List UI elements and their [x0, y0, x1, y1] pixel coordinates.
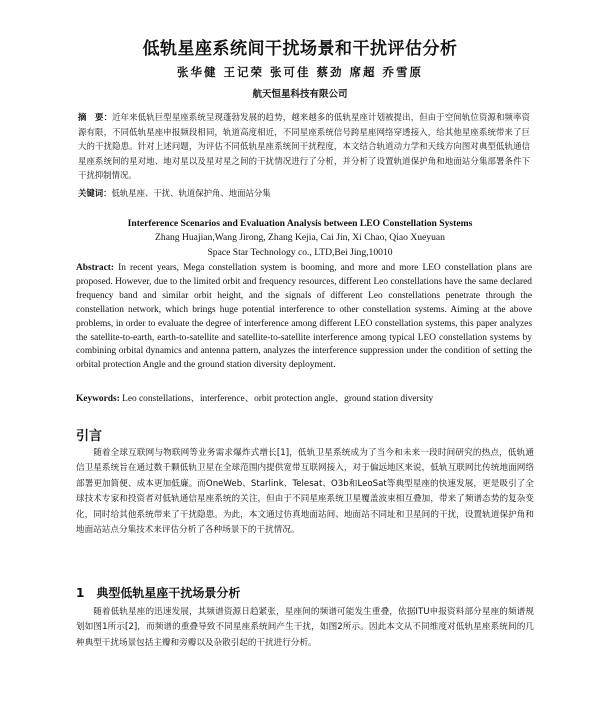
- keywords-label-cn: 关键词：: [78, 188, 112, 198]
- abstract-text-en: In recent years, Mega constellation system is booming, and more and more LEO constellation plans are proposed. However, due to the limited orbit and frequency resources, different Leo constellations have the same declared frequency band and similar orbit height, and the signals of different Leo constellations penetrate through the constellation network, which brings huge potential interference to other constellation systems. Aiming at the above problems, in order to evaluate the degree of interference among different LEO constellation systems, this paper analyzes the satellite-to-earth, earth-to-satellite and satellite-to-satellite interference among typical LEO constellation systems by combining orbital dynamics and antenna pattern, analyzes the interference suppression under the condition of setting the orbital protection Angle and the ground station diversity deployment.: [76, 263, 532, 371]
- section-heading-1: 1 典型低轨星座干扰场景分析: [76, 586, 241, 600]
- section-heading-intro: 引言: [76, 429, 103, 444]
- abstract-label-cn: 摘 要：: [78, 112, 113, 122]
- keywords-en: [76, 393, 532, 407]
- intro-paragraph: 随着全球互联网与物联网等业务需求爆炸式增长[1]，低轨卫星系统成为了当今和未来一段时间研究的热点，低轨通信卫星系统旨在通过数千颗低轨卫星在全球范围内提供宽带互联网接入，对于偏远地区来说，低轨互联网比传统地面网络部署更加简便、成本更加低廉。而OneWeb、Starlink、Telesat、O3b和LeoSat等典型星座的快速发展，更是吸引了全球技术专家和投资者对低轨通信星座系统的关注，但由于不同星座系统卫星覆盖波束相互叠加，带来了频谱态势的复杂变化，同时给其他系统带来了干扰隐患。为此，本文通过仿真地面站间、地面站不同址和卫星间的干扰，设置轨道保护角和地面站站点分集技术来评估分析了各种场景下的干扰情况。: [76, 448, 534, 536]
- keywords-cn: [78, 186, 530, 200]
- section-1-paragraph: 随着低轨星座的迅速发展，其频谱资源日趋紧张，星座间的频谱可能发生重叠，依据ITU申报资料部分星座的频谱规划如图1所示[2]，而频谱的重叠导致不同星座系统间产生干扰，如图2所示。因此本文从不同维度对低轨星座系统间的几种典型干扰场景包括主瓣和旁瓣以及杂散引起的干扰进行分析。: [76, 607, 534, 648]
- abstract-text-cn: 近年来低轨巨型星座系统呈现蓬勃发展的趋势，越来越多的低轨星座计划被提出，但由于空间轨位资源和频率资源有限，不同低轨星座申报频段相同，轨道高度相近，不同星座系统信号跨星座网络穿透接入，给其他星座系统带来了巨大的干扰隐患。针对上述问题，为评估不同低轨星座系统间干扰程度，本文结合轨道动力学和天线方向图对典型低轨通信星座系统间的星对地、地对星以及星对星之间的干扰情况进行了分析，并分析了设置轨道保护角和地面站分集部署条件下干扰抑制情况。: [78, 112, 530, 181]
- abstract-label-en: Abstract:: [76, 263, 115, 273]
- keywords-label-en: Keywords:: [76, 394, 120, 404]
- authors-cn: 张华健 王记荣 张可佳 蔡劲 席超 乔雪原: [176, 65, 424, 79]
- abstract-en: [76, 262, 532, 373]
- abstract-cn: [78, 110, 530, 183]
- affiliation-cn: 航天恒星科技有限公司: [252, 89, 348, 100]
- keywords-text-en: Leo constellations、interference、orbit protection angle、ground station diversity: [119, 394, 434, 404]
- authors-en: Zhang Huajian,Wang Jirong, Zhang Kejia, Cai Jin, Xi Chao, Qiao Xueyuan: [155, 232, 445, 243]
- keywords-text-cn: 低轨星座、干扰、轨道保护角、地面站分集: [111, 188, 271, 198]
- paper-title-en: Interference Scenarios and Evaluation Analysis between LEO Constellation Systems: [127, 218, 473, 229]
- paper-title-cn: 低轨星座系统间干扰场景和干扰评估分析: [142, 39, 458, 59]
- affiliation-en: Space Star Technology co., LTD,Bei Jing,10010: [207, 247, 393, 258]
